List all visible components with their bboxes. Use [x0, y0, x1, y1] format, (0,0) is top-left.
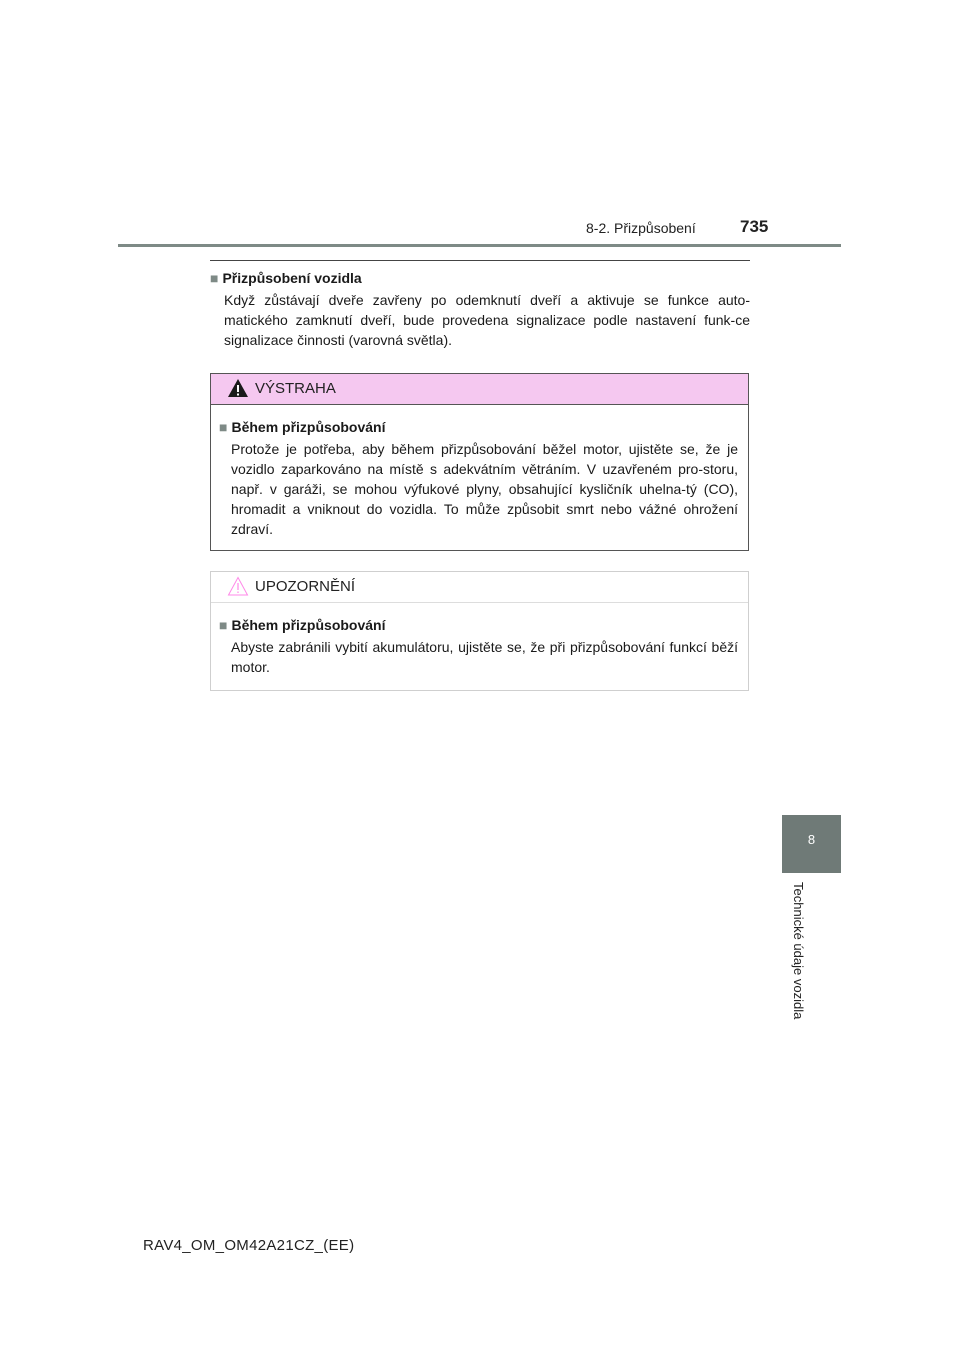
warning-heading-text: Během přizpůsobování [231, 419, 386, 435]
warning-heading [219, 417, 738, 437]
heading-text: Přizpůsobení vozidla [222, 270, 362, 286]
caution-label: UPOZORNĚNÍ [255, 578, 356, 595]
warning-body [211, 405, 748, 539]
bullet-square-icon: ■ [219, 419, 228, 435]
caution-body [211, 603, 748, 677]
bullet-square-icon: ■ [219, 617, 228, 633]
warning-header [211, 374, 748, 405]
caution-paragraph: Abyste zabránili vybití akumulátoru, ujistěte se, že při přizpůsobování funkcí běží motor. [231, 639, 738, 675]
caution-box [210, 571, 749, 691]
footer-code: RAV4_OM_OM42A21CZ_(EE) [143, 1237, 355, 1254]
page-number: 735 [740, 217, 769, 236]
header-divider [118, 244, 841, 247]
warning-triangle-filled-icon [227, 378, 249, 409]
warning-label: VÝSTRAHA [255, 380, 336, 397]
chapter-tab: 8 [782, 815, 841, 873]
caution-header [211, 572, 748, 603]
bullet-square-icon: ■ [210, 270, 219, 286]
caution-heading-text: Během přizpůsobování [231, 617, 386, 633]
warning-box [210, 373, 749, 551]
section-heading [210, 268, 750, 288]
section-paragraph: Když zůstávají dveře zavřeny po odemknutí dveří a aktivuje se funkce auto-matického zamknutí dveří, bude provedena signalizace podle nastavení funk-ce signalizace činnosti (varovná světla). [224, 292, 750, 348]
caution-triangle-outline-icon [227, 576, 249, 607]
main-section [210, 268, 750, 350]
content-divider [210, 260, 750, 261]
warning-paragraph: Protože je potřeba, aby během přizpůsobování běžel motor, ujistěte se, že je vozidlo zaparkováno na místě s adekvátním větráním. V uzavřeném pro-storu, např. v garáži, se mohou výfukové plyny, obsahující kysličník uhelna-tý (CO), hromadit a vniknout do vozidla. To může způsobit smrt nebo vážné ohrožení zdraví. [231, 441, 738, 537]
chapter-label: Technické údaje vozidla [791, 882, 806, 1020]
caution-heading [219, 615, 738, 635]
section-title: 8-2. Přizpůsobení [586, 220, 696, 236]
